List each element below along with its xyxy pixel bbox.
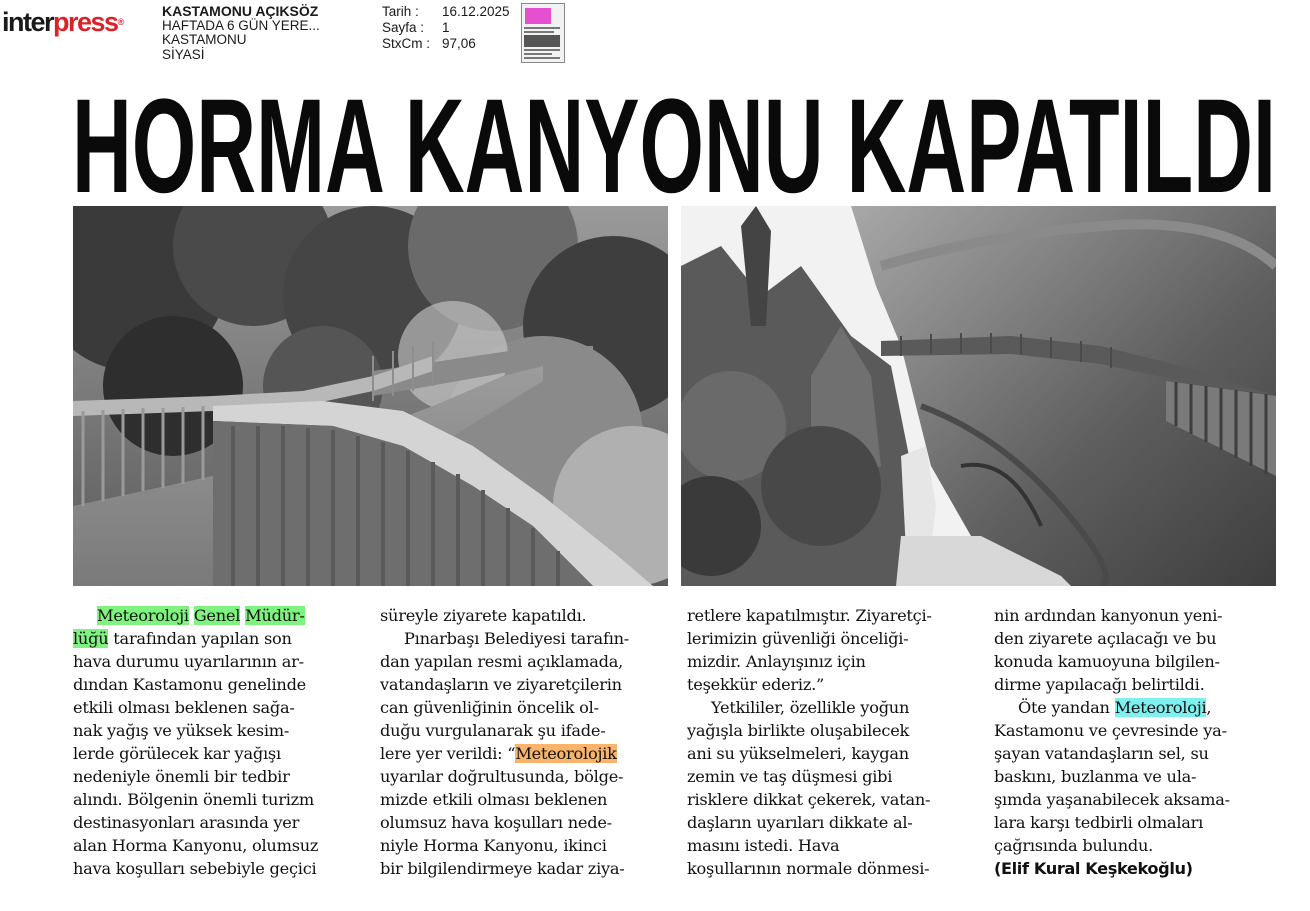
page-row: Sayfa : 1 — [382, 20, 450, 35]
text-line: den ziyarete açılacağı ve bu — [994, 629, 1217, 648]
text-line: retlere kapatılmıştır. Ziyaretçi- — [687, 606, 932, 625]
text-line: lara karşı tedbirli olmaları — [994, 813, 1204, 832]
text-line: nin ardından kanyonun yeni- — [994, 606, 1223, 625]
text-line: can güvenliğinin öncelik ol- — [380, 698, 599, 717]
text-line: bir bilgilendirmeye kadar ziya- — [380, 859, 625, 878]
text-line: dirme yapılacağı belirtildi. — [994, 675, 1205, 694]
text-line: Öte yandan Meteoroloji, — [1018, 698, 1212, 717]
headline-text: HORMA KANYONU KAPATILDI — [72, 78, 1276, 200]
text-line: mizde etkili olması beklenen — [380, 790, 608, 809]
text-line: zemin ve taş düşmesi gibi — [687, 767, 893, 786]
text-line: çağrısında bulundu. — [994, 836, 1154, 855]
page-thumbnail[interactable] — [521, 3, 565, 63]
keyword-highlight[interactable]: Meteoroloji — [97, 606, 189, 625]
text-line: nedeniyle önemli bir tedbir — [73, 767, 290, 786]
text-line: destinasyonları arasında yer — [73, 813, 300, 832]
interpress-logo: interpress® — [2, 7, 125, 37]
text-line: koşullarının normale dönmesi- — [687, 859, 930, 878]
text-line: lere yer verildi: “Meteorolojik — [380, 744, 617, 763]
text-line: yağışla birlikte oluşabilecek — [687, 721, 910, 740]
text-line: teşekkür ederiz.” — [687, 675, 825, 694]
text-line: lerimizin güvenliği önceliği- — [687, 629, 909, 648]
stxcm-value: 97,06 — [442, 36, 476, 51]
publication-city: KASTAMONU — [162, 32, 247, 47]
author-byline: (Elif Kural Keşkekoğlu) — [994, 859, 1193, 878]
date-row: Tarih : 16.12.2025 — [382, 4, 510, 19]
text-line: alan Horma Kanyonu, olumsuz — [73, 836, 319, 855]
boardwalk-photo — [73, 206, 668, 586]
text-line: dan yapılan resmi açıklamada, — [380, 652, 624, 671]
text-line: alındı. Bölgenin önemli turizm — [73, 790, 315, 809]
keyword-highlight[interactable]: Müdür- — [245, 606, 305, 625]
text-line: süreyle ziyarete kapatıldı. — [380, 606, 587, 625]
text-line: duğu vurgulanarak şu ifade- — [380, 721, 606, 740]
text-line: olumsuz hava koşulları nede- — [380, 813, 612, 832]
date-value: 16.12.2025 — [442, 4, 510, 19]
stxcm-row: StxCm : 97,06 — [382, 36, 476, 51]
text-line: hava koşulları sebebiyle geçici — [73, 859, 317, 878]
text-line: Pınarbaşı Belediyesi tarafın- — [404, 629, 630, 648]
text-line: daşların uyarıları dikkate al- — [687, 813, 913, 832]
keyword-highlight[interactable]: Meteorolojik — [515, 744, 617, 763]
text-line: lüğü tarafından yapılan son — [73, 629, 292, 648]
keyword-highlight[interactable]: Meteoroloji — [1114, 698, 1207, 717]
publication-name: KASTAMONU AÇIKSÖZ — [162, 3, 319, 19]
text-line: hava durumu uyarılarının ar- — [73, 652, 304, 671]
text-line: uyarılar doğrultusunda, bölge- — [380, 767, 624, 786]
text-line: risklere dikkat çekerek, vatan- — [687, 790, 931, 809]
text-line: lerde görülecek kar yağışı — [73, 744, 281, 763]
text-line: nak yağış ve yüksek kesim- — [73, 721, 290, 740]
text-line: şımda yaşanabilecek aksama- — [994, 790, 1230, 809]
text-line: dından Kastamonu genelinde — [73, 675, 307, 694]
page-value: 1 — [442, 20, 450, 35]
clipping-meta — [382, 4, 510, 52]
headline — [70, 78, 1280, 200]
text-line: şayan vatandaşların sel, su — [994, 744, 1209, 763]
text-line: Kastamonu ve çevresinde ya- — [994, 721, 1227, 740]
text-line: masını istedi. Hava — [687, 836, 840, 855]
text-line: baskını, buzlanma ve ula- — [994, 767, 1197, 786]
article-column-1 — [73, 604, 363, 880]
text-line: ani su yükselmeleri, kaygan — [687, 744, 909, 763]
article-column-4 — [994, 604, 1284, 880]
keyword-highlight[interactable]: lüğü — [73, 629, 109, 648]
text-line: mizdir. Anlayışınız için — [687, 652, 866, 671]
text-line: niyle Horma Kanyonu, ikinci — [380, 836, 607, 855]
article-column-3 — [687, 604, 977, 880]
keyword-highlight[interactable]: Genel — [193, 606, 241, 625]
text-line: vatandaşların ve ziyaretçilerin — [380, 675, 622, 694]
publication-category: SİYASİ — [162, 46, 205, 62]
text-line: konuda kamuoyuna bilgilen- — [994, 652, 1220, 671]
publication-frequency: HAFTADA 6 GÜN YERE... — [162, 17, 320, 33]
canyon-photo — [681, 206, 1276, 586]
text-line: Yetkililer, özellikle yoğun — [711, 698, 910, 717]
text-line — [73, 604, 363, 627]
text-line: etkili olması beklenen sağa- — [73, 698, 295, 717]
article-column-2 — [380, 604, 670, 880]
publication-info — [162, 4, 320, 62]
